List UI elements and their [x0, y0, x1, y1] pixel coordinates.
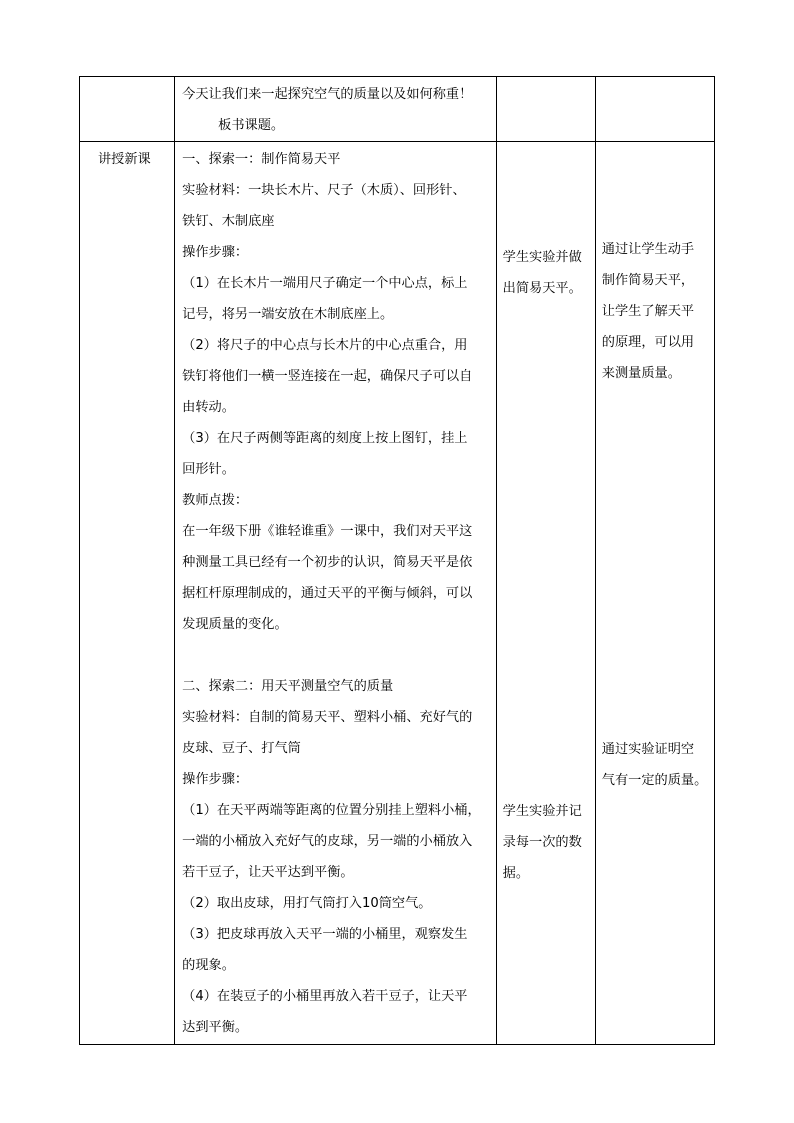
table-row — [80, 77, 715, 142]
design-intent-line: 的原理，可以用 — [601, 335, 695, 350]
student-activity-line: 学生实验并记 — [502, 804, 582, 819]
design-intent-line: 通过实验证明空 — [601, 742, 695, 757]
text-line: 记号，将另一端安放在木制底座上。 — [182, 307, 394, 322]
text-line: （1）在长木片一端用尺子确定一个中心点，标上 — [182, 276, 468, 291]
design-intent-line: 制作简易天平， — [601, 273, 695, 288]
section-label: 讲授新课 — [98, 152, 151, 167]
text-line: 达到平衡。 — [182, 1020, 249, 1035]
text-line: 在一年级下册《谁轻谁重》一课中，我们对天平这 — [182, 524, 473, 539]
text-line: （1）在天平两端等距离的位置分别挂上塑料小桶， — [182, 803, 481, 818]
text-line: 种测量工具已经有一个初步的认识，简易天平是依 — [182, 555, 473, 570]
text-line: 实验材料：一块长木片、尺子（木质）、回形针、 — [182, 183, 466, 198]
row2-col3 — [496, 142, 595, 1045]
student-activity-line: 出简易天平。 — [502, 281, 582, 296]
text-line: （4）在装豆子的小桶里再放入若干豆子，让天平 — [182, 989, 468, 1004]
row1-col2 — [175, 77, 497, 142]
text-line: 回形针。 — [182, 462, 235, 477]
text-line: 若干豆子，让天平达到平衡。 — [182, 865, 354, 880]
text-line: 操作步骤： — [182, 772, 249, 787]
row2-col4 — [595, 142, 714, 1045]
text-line: 铁钉、木制底座 — [182, 214, 275, 229]
text-line: 教师点拨： — [182, 493, 249, 508]
text-line: 发现质量的变化。 — [182, 617, 288, 632]
student-activity-line: 学生实验并做 — [502, 250, 582, 265]
design-intent-line: 通过让学生动手 — [601, 242, 695, 257]
design-intent-line: 让学生了解天平 — [601, 304, 695, 319]
row1-col3 — [496, 77, 595, 142]
text-line: 据杠杆原理制成的，通过天平的平衡与倾斜，可以 — [182, 586, 473, 601]
text-line: 的现象。 — [182, 958, 235, 973]
text-line: 一端的小桶放入充好气的皮球，另一端的小桶放入 — [182, 834, 473, 849]
text-line: 一、探索一：制作简易天平 — [182, 152, 341, 167]
text-line: 实验材料：自制的简易天平、塑料小桶、充好气的 — [182, 710, 473, 725]
row1-col4 — [595, 77, 714, 142]
intro-line: 今天让我们来一起探究空气的质量以及如何称重！ — [182, 87, 473, 102]
text-line: 铁钉将他们一横一竖连接在一起，确保尺子可以自 — [182, 369, 473, 384]
student-activity-line: 录每一次的数 — [502, 835, 582, 850]
board-title-line: 板书课题。 — [218, 118, 285, 133]
row2-col2 — [175, 142, 497, 1045]
text-line: 由转动。 — [182, 400, 235, 415]
row1-col1 — [80, 77, 175, 142]
text-line: 皮球、豆子、打气筒 — [182, 741, 301, 756]
text-line: 操作步骤： — [182, 245, 249, 260]
text-line: （3）在尺子两侧等距离的刻度上按上图钉，挂上 — [182, 431, 468, 446]
design-intent-line: 来测量质量。 — [601, 366, 681, 381]
table-row — [80, 142, 715, 1045]
lesson-plan-table — [79, 76, 715, 1045]
paragraph-gap — [182, 640, 490, 671]
text-line: 二、探索二：用天平测量空气的质量 — [182, 679, 394, 694]
student-activity-line: 据。 — [502, 866, 530, 881]
text-line: （3）把皮球再放入天平一端的小桶里，观察发生 — [182, 927, 468, 942]
design-intent-line: 气有一定的质量。 — [601, 773, 708, 788]
text-line: （2）取出皮球，用打气筒打入10筒空气。 — [182, 896, 432, 911]
row2-col1 — [80, 142, 175, 1045]
text-line: （2）将尺子的中心点与长木片的中心点重合，用 — [182, 338, 468, 353]
